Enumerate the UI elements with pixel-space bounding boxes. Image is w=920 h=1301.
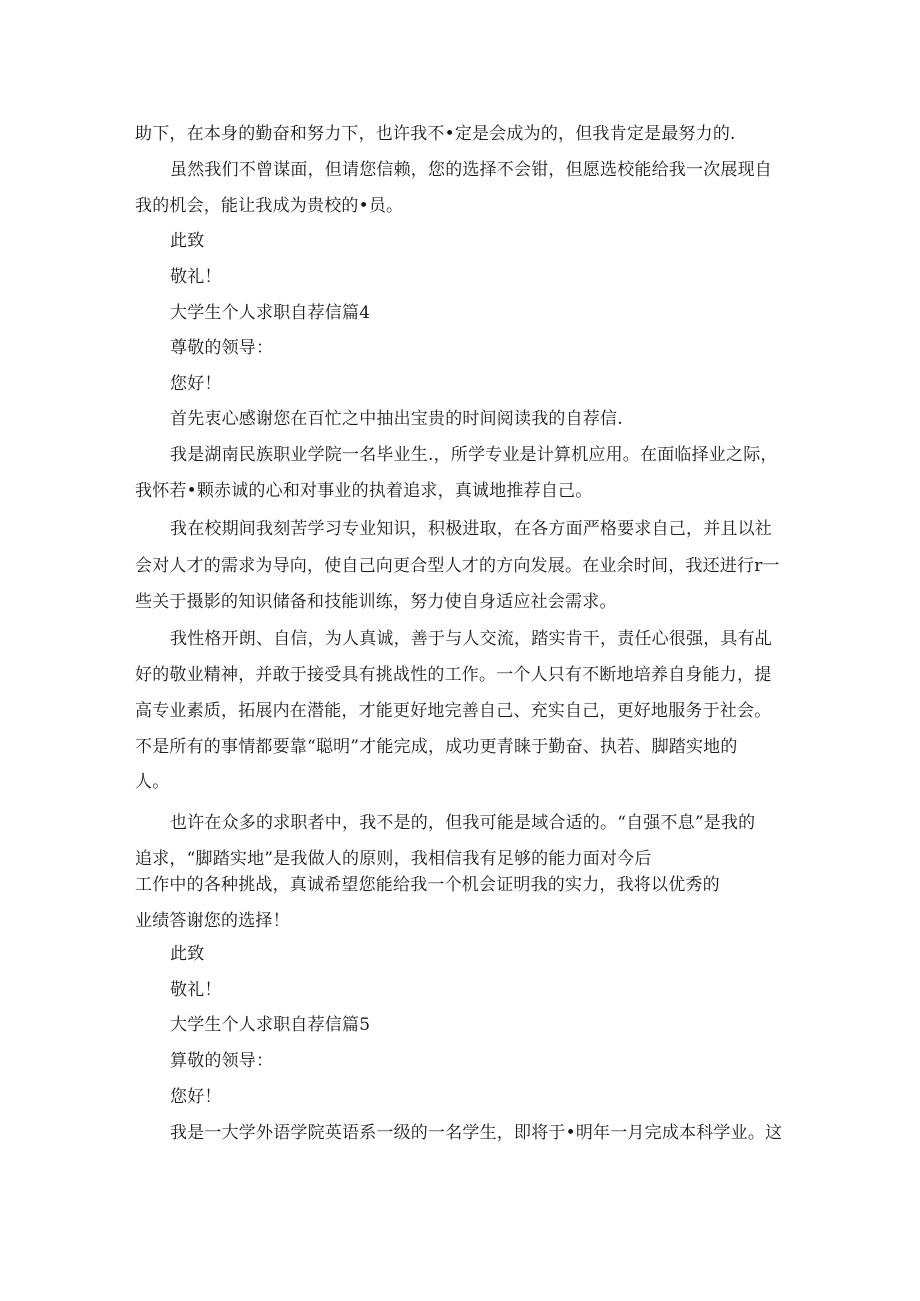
paragraph-line: 些关于摄影的知识储备和技能训练，努力使自身适应社会需求。 bbox=[135, 592, 617, 612]
greeting-line: 您好！ bbox=[170, 374, 222, 394]
paragraph-line: 人。 bbox=[135, 772, 170, 792]
paragraph-line: 工作中的各种挑战，真诚希望您能给我一个机会证明我的实力，我将以优秀的 bbox=[135, 875, 720, 895]
paragraph-line: 我怀若•颗赤诚的心和对事业的执着追求，真诚地推荐自己。 bbox=[135, 481, 593, 501]
paragraph-line: 不是所有的事情都要靠“聪明”才能完成，成功更青睐于勤奋、执若、脚踏实地的 bbox=[135, 737, 738, 757]
paragraph-line: 追求，“脚踏实地”是我做人的原则，我相信我有足够的能力面对今后 bbox=[135, 849, 652, 869]
paragraph-line: 我是一大学外语学院英语系一级的一名学生，即将于•明年一月完成本科学业。这 bbox=[170, 1123, 783, 1143]
salutation-line: 敬礼！ bbox=[170, 267, 222, 287]
salutation-line: 敬礼！ bbox=[170, 980, 222, 1000]
greeting-line: 尊敬的领导： bbox=[170, 338, 274, 358]
section-heading: 大学生个人求职自荐信篇5 bbox=[170, 1015, 371, 1035]
greeting-line: 您好！ bbox=[170, 1087, 222, 1107]
paragraph-line: 虽然我们不曾谋面，但请您信赖，您的选择不会钳，但愿选校能给我一次展现自 bbox=[170, 160, 772, 180]
greeting-line: 算敬的领导： bbox=[170, 1051, 274, 1071]
paragraph-line: 我性格开朗、自信，为人真诚，善于与人交流，踏实肯干，责任心很强，具有乩 bbox=[170, 629, 772, 649]
paragraph-line: 我是湖南民族职业学院一名毕业生.，所学专业是计算机应用。在面临择业之际， bbox=[170, 445, 778, 465]
paragraph-line: 首先衷心感谢您在百忙之中抽出宝贵的时间阅读我的自荐信. bbox=[170, 409, 623, 429]
closing-line: 此致 bbox=[170, 231, 205, 251]
paragraph-line: 会对人才的需求为导向，使自己向更合型人才的方向发展。在业余时间，我还进行r一 bbox=[135, 556, 780, 576]
paragraph-line: 我的机会，能让我成为贵校的•员。 bbox=[135, 196, 404, 216]
paragraph-line: 好的敬业精神，并敢于接受具有挑战性的工作。一个人只有不断地培养自身能力，提 bbox=[135, 665, 772, 685]
paragraph-line: 我在校期间我刻苦学习专业知识，积极进取，在各方面严格要求自己，并且以社 bbox=[170, 519, 772, 539]
paragraph-line: 业绩答谢您的选择！ bbox=[135, 911, 290, 931]
paragraph-line: 高专业素质，拓展内在潜能，才能更好地完善自己、充实自己，更好地服务于社会。 bbox=[135, 701, 772, 721]
section-heading: 大学生个人求职自荐信篇4 bbox=[170, 303, 371, 323]
closing-line: 此致 bbox=[170, 944, 205, 964]
paragraph-line: 助下，在本身的勤奋和努力下，也许我不•定是会成为的，但我肯定是最努力的. bbox=[135, 124, 736, 144]
paragraph-line: 也许在众多的求职者中，我不是的，但我可能是域合适的。“自强不息”是我的 bbox=[170, 813, 756, 833]
